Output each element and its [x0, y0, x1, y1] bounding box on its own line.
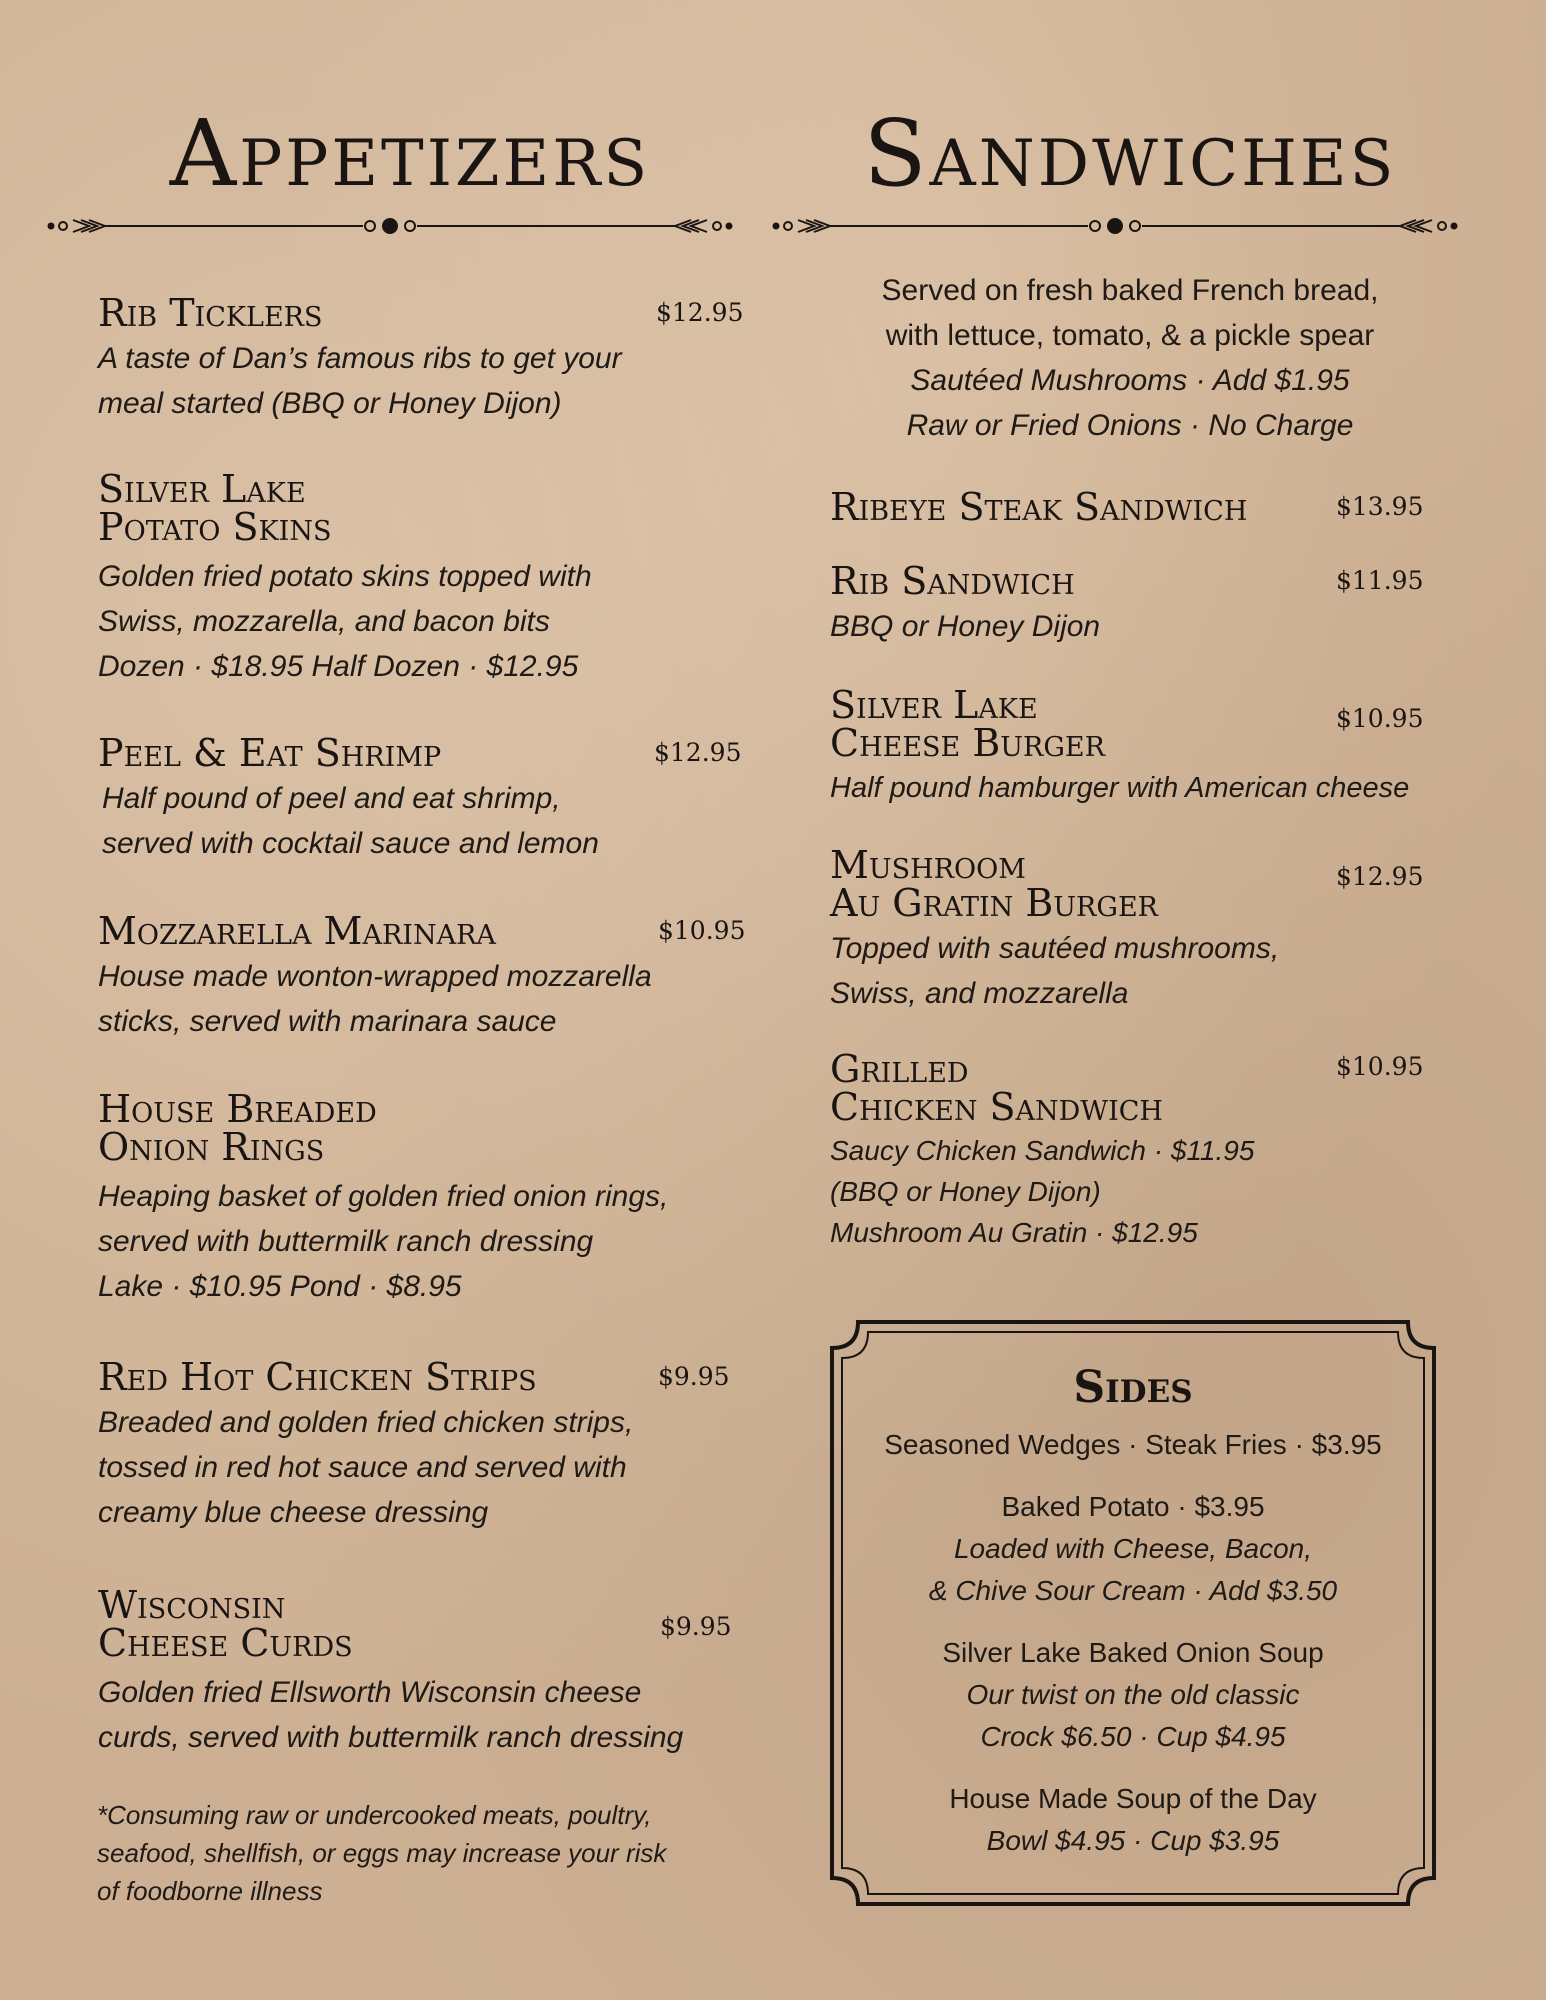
- item-name: Rib Ticklers: [98, 291, 323, 335]
- sides-item-fries: Seasoned Wedges · Steak Fries · $3.95: [884, 1429, 1382, 1460]
- ornament-divider-icon: [45, 208, 735, 244]
- item-price: $13.95: [1336, 492, 1424, 521]
- item-name: Rib Sandwich: [830, 559, 1075, 603]
- item-price: $9.95: [660, 1612, 732, 1641]
- item-description: Golden fried Ellsworth Wisconsin cheese curds, served with buttermilk ranch dressing: [98, 1676, 684, 1754]
- item-price: $9.95: [658, 1362, 730, 1391]
- item-name: Grilled Chicken Sandwich: [830, 1047, 1163, 1129]
- item-price: $12.95: [1336, 862, 1424, 891]
- sides-item-soup-of-the-day: House Made Soup of the Day Bowl $4.95 · Cup $3.95: [949, 1783, 1317, 1856]
- item-description: Topped with sautéed mushrooms, Swiss, and mozzarella: [830, 932, 1280, 1010]
- menu-item-onion-rings: [98, 1087, 758, 1309]
- item-price: $11.95: [1336, 566, 1424, 595]
- item-description: Golden fried potato skins topped with Swiss, mozzarella, and bacon bits Dozen · $18.95 Half Dozen · $12.95: [98, 560, 592, 683]
- menu-item-peel-eat-shrimp: [98, 731, 748, 866]
- ornament-divider-icon: [770, 208, 1460, 244]
- menu-item-mushroom-au-gratin-burger: [830, 843, 1470, 1016]
- item-name: Mushroom Au Gratin Burger: [830, 843, 1158, 925]
- menu-item-potato-skins: [98, 467, 748, 689]
- sandwiches-intro: Served on fresh baked French bread, with lettuce, tomato, & a pickle spear Sautéed Mushrooms · Add $1.95 Raw or Fried Onions · No Charge: [881, 274, 1379, 442]
- sides-heading: Sides: [1073, 1362, 1193, 1413]
- menu-item-cheese-burger: [830, 683, 1470, 811]
- food-safety-disclaimer: *Consuming raw or undercooked meats, poultry, seafood, shellfish, or eggs may increase your risk of foodborne illness: [97, 1800, 667, 1906]
- item-description: House made wonton-wrapped mozzarella sticks, served with marinara sauce: [98, 960, 652, 1038]
- item-name: Silver Lake Cheese Burger: [830, 683, 1105, 765]
- menu-item-grilled-chicken-sandwich: [830, 1047, 1470, 1253]
- item-name: Silver Lake Potato Skins: [98, 467, 332, 549]
- item-description: Saucy Chicken Sandwich · $11.95 (BBQ or Honey Dijon) Mushroom Au Gratin · $12.95: [830, 1135, 1255, 1248]
- menu-item-rib-ticklers: [98, 291, 748, 426]
- menu-item-rib-sandwich: [830, 559, 1470, 649]
- menu-item-ribeye-steak-sandwich: [830, 485, 1470, 529]
- appetizers-heading: Appetizers: [169, 100, 651, 207]
- item-description: A taste of Dan’s famous ribs to get your meal started (BBQ or Honey Dijon): [98, 342, 622, 420]
- item-price: $10.95: [1336, 704, 1424, 733]
- menu-item-mozzarella-marinara: [98, 909, 758, 1044]
- menu-item-cheese-curds: [98, 1583, 748, 1760]
- item-name: Mozzarella Marinara: [98, 909, 496, 953]
- item-description: Half pound of peel and eat shrimp, served with cocktail sauce and lemon: [102, 782, 599, 860]
- item-price: $12.95: [654, 738, 742, 767]
- item-price: $10.95: [1336, 1052, 1424, 1081]
- sides-box: [828, 1318, 1438, 1908]
- item-description: Breaded and golden fried chicken strips, tossed in red hot sauce and served with creamy blue cheese dressing: [98, 1406, 634, 1529]
- item-description: Half pound hamburger with American cheese: [830, 772, 1410, 804]
- item-name: Peel & Eat Shrimp: [98, 731, 442, 775]
- sides-item-onion-soup: Silver Lake Baked Onion Soup Our twist on the old classic Crock $6.50 · Cup $4.95: [942, 1637, 1324, 1752]
- item-name: Wisconsin Cheese Curds: [98, 1583, 353, 1665]
- item-description: BBQ or Honey Dijon: [830, 610, 1101, 643]
- item-price: $12.95: [656, 298, 744, 327]
- sandwiches-heading: Sandwiches: [863, 100, 1397, 207]
- sides-item-baked-potato: Baked Potato · $3.95 Loaded with Cheese, Bacon, & Chive Sour Cream · Add $3.50: [928, 1491, 1338, 1606]
- item-name: Ribeye Steak Sandwich: [830, 485, 1248, 529]
- item-name: Red Hot Chicken Strips: [98, 1355, 537, 1399]
- item-price: $10.95: [658, 916, 746, 945]
- menu-item-chicken-strips: [98, 1355, 748, 1535]
- item-name: House Breaded Onion Rings: [98, 1087, 377, 1169]
- item-description: Heaping basket of golden fried onion rings, served with buttermilk ranch dressing Lake · $10.95 Pond · $8.95: [98, 1180, 669, 1303]
